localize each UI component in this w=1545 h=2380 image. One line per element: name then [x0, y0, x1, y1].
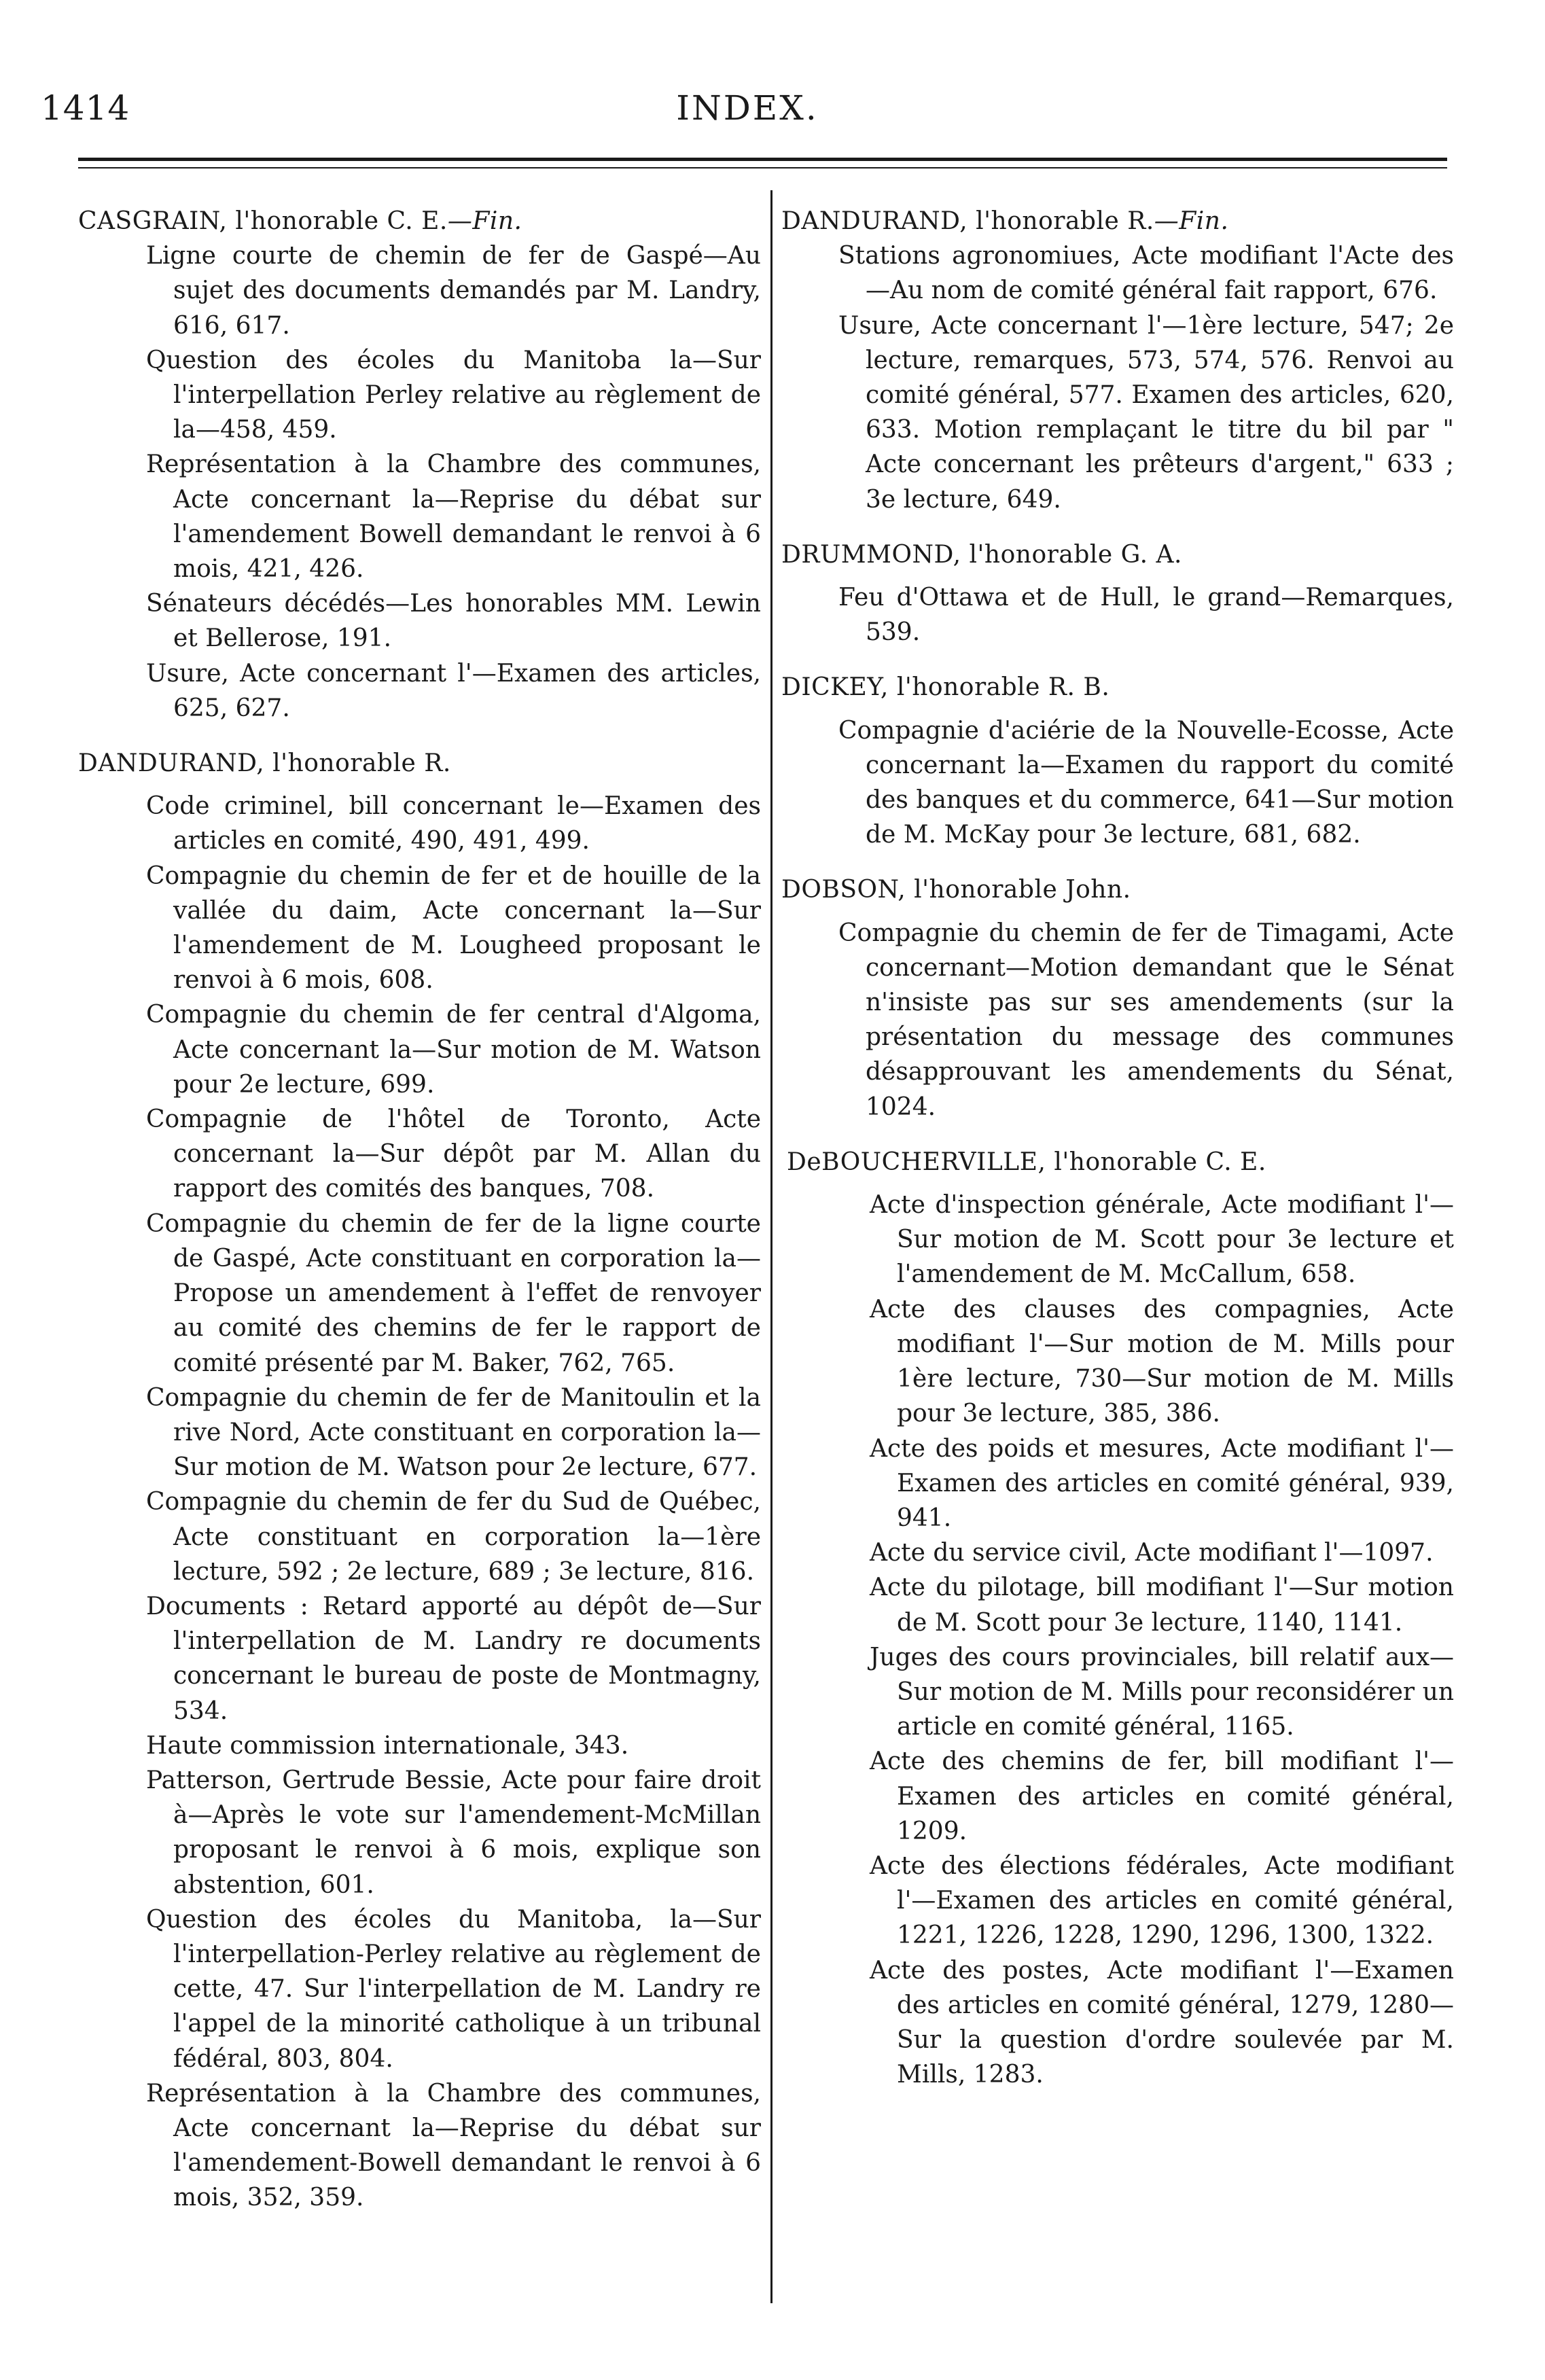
index-subentry: Patterson, Gertrude Bessie, Acte pour faire droit à—Après le vote sur l'amendement-McMillan proposant le renvoi à 6 mois, explique son abstention, 601. — [146, 1766, 761, 1899]
entry-name: DOBSON, l'honorable John. — [781, 876, 1131, 904]
index-subentry: Acte des chemins de fer, bill modifiant l'—Examen des articles en comité général, 1209. — [870, 1747, 1454, 1845]
index-entry — [78, 204, 761, 726]
index-subentry: Ligne courte de chemin de fer de Gaspé—Au sujet des documents demandés par M. Landry, 616, 617. — [146, 242, 761, 340]
entry-name: DICKEY, l'honorable R. B. — [781, 673, 1110, 702]
page-header — [41, 88, 1454, 136]
index-subentry: Compagnie d'aciérie de la Nouvelle-Ecosse, Acte concernant la—Examen du rapport du comité des banques et du commerce, 641—Sur motion de M. McKay pour 3e lecture, 681, 682. — [838, 716, 1454, 849]
index-entry — [781, 670, 1454, 852]
index-entry — [78, 746, 761, 2216]
index-entry — [781, 872, 1454, 1124]
index-subentry: Acte d'inspection générale, Acte modifiant l'—Sur motion de M. Scott pour 3e lecture et l'amendement de M. McCallum, 658. — [870, 1191, 1454, 1289]
entry-heading — [78, 204, 761, 238]
entry-heading — [781, 537, 1454, 572]
index-subentry: Compagnie du chemin de fer du Sud de Québec, Acte constituant en corporation la—1ère lecture, 592 ; 2e lecture, 689 ; 3e lecture, 816. — [146, 1488, 761, 1586]
page-number: 1414 — [41, 88, 130, 128]
entry-heading — [787, 1145, 1454, 1179]
index-subentry: Usure, Acte concernant l'—1ère lecture, 547; 2e lecture, remarques, 573, 574, 576. Renvoi au comité général, 577. Examen des articles, 620, 633. Motion remplaçant le titre du bil par " Acte concernant les prêteurs d'argent," 633 ; 3e lecture, 649. — [838, 311, 1454, 514]
page-title: INDEX. — [676, 88, 819, 128]
index-subentry: Usure, Acte concernant l'—Examen des articles, 625, 627. — [146, 659, 761, 722]
index-subentry: Compagnie du chemin de fer et de houille de la vallée du daim, Acte concernant la—Sur l'amendement de M. Lougheed proposant le renvoi à 6 mois, 608. — [146, 862, 761, 995]
entry-name: CASGRAIN, l'honorable C. E. — [78, 207, 448, 235]
entry-heading — [781, 872, 1454, 907]
index-subentry: Compagnie du chemin de fer de Manitoulin et la rive Nord, Acte constituant en corporation la—Sur motion de M. Watson pour 2e lecture, 677. — [146, 1383, 761, 1482]
index-entry — [781, 1145, 1454, 2092]
entry-suffix: —Fin. — [447, 207, 522, 235]
right-column — [781, 204, 1454, 2112]
index-subentry: Sénateurs décédés—Les honorables MM. Lewin et Bellerose, 191. — [146, 590, 761, 653]
entry-heading — [781, 670, 1454, 705]
index-subentry: Code criminel, bill concernant le—Examen des articles en comité, 490, 491, 499. — [146, 792, 761, 855]
index-subentry: Question des écoles du Manitoba la—Sur l'interpellation Perley relative au règlement de la—458, 459. — [146, 346, 761, 444]
header-rule-thin — [78, 167, 1447, 168]
entry-name: DeBOUCHERVILLE, l'honorable C. E. — [787, 1148, 1266, 1176]
index-entry — [781, 204, 1454, 517]
index-subentry: Juges des cours provinciales, bill relatif aux—Sur motion de M. Mills pour reconsidérer un article en comité général, 1165. — [870, 1643, 1454, 1741]
entry-name: DRUMMOND, l'honorable G. A. — [781, 540, 1182, 569]
column-divider — [770, 190, 772, 2303]
index-subentry: Acte des élections fédérales, Acte modifiant l'—Examen des articles en comité général, 1221, 1226, 1228, 1290, 1296, 1300, 1322. — [870, 1851, 1454, 1950]
index-subentry: Acte des poids et mesures, Acte modifiant l'—Examen des articles en comité général, 939, 941. — [870, 1434, 1454, 1532]
left-column — [78, 204, 761, 2236]
index-entry — [781, 537, 1454, 650]
header-rule-thick — [78, 158, 1447, 161]
index-subentry: Acte du pilotage, bill modifiant l'—Sur motion de M. Scott pour 3e lecture, 1140, 1141. — [870, 1574, 1454, 1637]
index-subentry: Feu d'Ottawa et de Hull, le grand—Remarques, 539. — [838, 584, 1454, 647]
entry-name: DANDURAND, l'honorable R. — [78, 749, 451, 778]
index-subentry: Stations agronomiues, Acte modifiant l'Acte des—Au nom de comité général fait rapport, 676. — [838, 242, 1454, 305]
index-subentry: Acte des postes, Acte modifiant l'—Examen des articles en comité général, 1279, 1280—Sur la question d'ordre soulevée par M. Mills, 1283. — [870, 1956, 1454, 2089]
index-subentry: Acte des clauses des compagnies, Acte modifiant l'—Sur motion de M. Mills pour 1ère lecture, 730—Sur motion de M. Mills pour 3e lecture, 385, 386. — [870, 1295, 1454, 1428]
index-subentry: Compagnie du chemin de fer de Timagami, Acte concernant—Motion demandant que le Sénat n'insiste pas sur ses amendements (sur la présentation du message des communes désapprouvant les amendements du Sénat, 1024. — [838, 919, 1454, 1121]
entry-name: DANDURAND, l'honorable R. — [781, 207, 1154, 235]
index-subentry: Question des écoles du Manitoba, la—Sur l'interpellation-Perley relative au règlement de cette, 47. Sur l'interpellation de M. Landry re l'appel de la minorité catholique à un tribunal fédéral, 803, 804. — [146, 1905, 761, 2073]
index-subentry: Compagnie du chemin de fer central d'Algoma, Acte concernant la—Sur motion de M. Watson pour 2e lecture, 699. — [146, 1001, 761, 1099]
index-subentry: Haute commission internationale, 343. — [146, 1731, 629, 1760]
index-subentry: Documents : Retard apporté au dépôt de—Sur l'interpellation de M. Landry re documents concernant le bureau de poste de Montmagny, 534. — [146, 1592, 761, 1725]
entry-heading — [781, 204, 1454, 238]
entry-suffix: —Fin. — [1154, 207, 1229, 235]
entry-heading — [78, 746, 761, 781]
index-subentry: Acte du service civil, Acte modifiant l'—1097. — [870, 1539, 1434, 1567]
index-subentry: Compagnie de l'hôtel de Toronto, Acte concernant la—Sur dépôt par M. Allan du rapport des comités des banques, 708. — [146, 1105, 761, 1203]
index-subentry: Représentation à la Chambre des communes, Acte concernant la—Reprise du débat sur l'amendement-Bowell demandant le renvoi à 6 mois, 352, 359. — [146, 2079, 761, 2212]
index-subentry: Compagnie du chemin de fer de la ligne courte de Gaspé, Acte constituant en corporation la—Propose un amendement à l'effet de renvoyer au comité des chemins de fer le rapport de comité présenté par M. Baker, 762, 765. — [146, 1209, 761, 1377]
index-subentry: Représentation à la Chambre des communes, Acte concernant la—Reprise du débat sur l'amendement Bowell demandant le renvoi à 6 mois, 421, 426. — [146, 450, 761, 584]
